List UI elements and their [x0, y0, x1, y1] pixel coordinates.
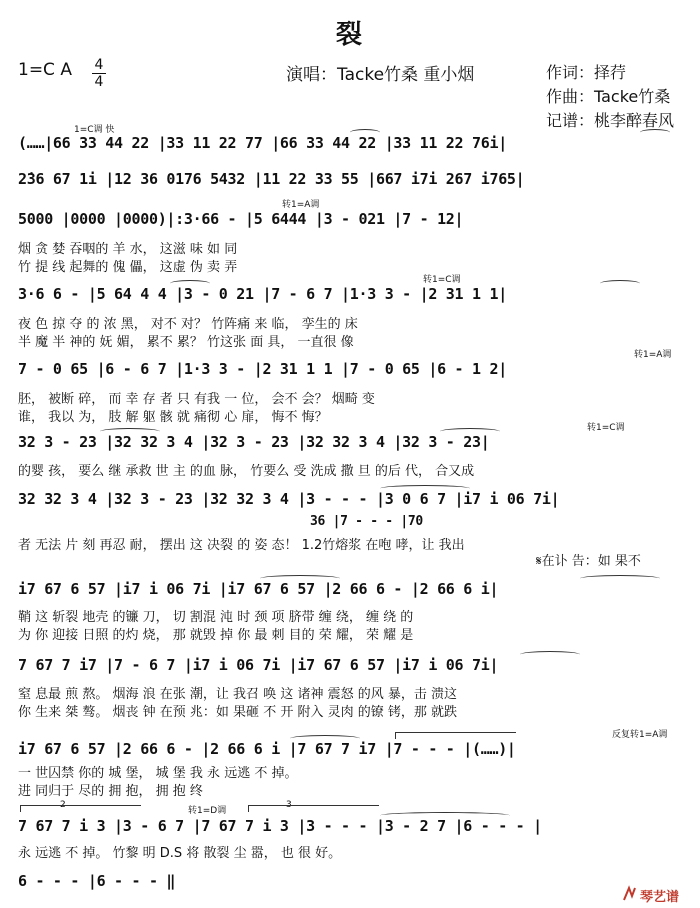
lyric-line: 竹 提 线 起舞的 傀 儡， 这虚 伪 卖 弄: [18, 260, 238, 275]
transcriber-credit: 记谱：桃李醉春风: [546, 111, 675, 130]
lyric-line: 胚， 被断 碎， 而 幸 存 者 只 有我 一 位， 会不 会？ 烟畸 变: [18, 392, 375, 407]
song-title: 裂: [335, 20, 364, 50]
lyric-line: 夜 色 掠 夺 的 浓 黑， 对不 对？ 竹阵痛 来 临， 孪生的 床: [18, 317, 358, 332]
lyric-line: 者 无法 片 刻 再忍 耐， 摆出 这 决裂 的 姿 态！ 1.2竹熔浆 在咆 哮，让 我出: [18, 538, 465, 553]
notation-row: 6 - - - |6 - - - ‖: [18, 872, 176, 890]
ending-bracket: [395, 732, 516, 739]
time-signature-top: 4: [94, 57, 104, 73]
slur-mark: [290, 735, 360, 742]
lyric-line: 的婴 孩， 要么 继 承救 世 主 的血 脉， 竹要么 受 洗成 撒 旦 的后 代， 合又成: [18, 464, 475, 479]
notation-row: 5000 |0000 |0000)|:3·66 - |5 6444 |3 - 021 |7 - 12|: [18, 210, 464, 228]
lyricist-credit: 作词：择荇: [546, 63, 627, 82]
notation-row: i7 67 6 57 |2 66 6 - |2 66 6 i |7 67 7 i7 |7 - - - |(……)|: [18, 740, 516, 758]
lyric-line: 窒 息最 煎 熬。 烟海 浪 在张 潮，让 我召 唤 这 诸神 震怒 的风 暴，击 溃这: [18, 687, 457, 702]
slur-mark: [350, 129, 380, 136]
row-label: 转1=D调: [188, 806, 227, 816]
slur-mark: [380, 812, 510, 819]
lyric-line: 烟 贪 婪 吞咽的 羊 水， 这滋 味 如 同: [18, 242, 238, 257]
row-label: 反复转1=A调: [612, 730, 668, 740]
row-label: 转1=C调: [587, 423, 625, 433]
lyric-line: 进 同归于 尽的 拥 抱， 拥 抱 终: [18, 784, 203, 799]
notation-row: i7 67 6 57 |i7 i 06 7i |i7 67 6 57 |2 66 6 - |2 66 6 i|: [18, 580, 499, 598]
key-signature: 1=C A: [18, 60, 72, 80]
ending-number: 3: [286, 800, 292, 810]
slur-mark: [640, 129, 670, 136]
time-signature-bottom: 4: [94, 74, 104, 90]
row-label: 转1=A调: [282, 200, 320, 210]
brand-name: 琴艺谱: [640, 890, 680, 905]
composer-credit: 作曲：Tacke竹桑: [546, 87, 671, 106]
row-label: 1=C调 快: [74, 125, 115, 135]
notation-row: 2̇36 67 1i |12 36 0176 5432 |11 22 33 55 |667 i7i 267 i765|: [18, 170, 525, 188]
slur-mark: [580, 575, 660, 582]
notation-row: (……|66 33 44 22 |33 11 22 77 |66 33 44 22 |33 11 22 76i|: [18, 134, 507, 152]
lyric-line: 鞘 这 斩裂 地壳 的镰 刀， 切 割混 沌 时 颈 项 脐带 缠 绕， 缠 绕 的: [18, 610, 414, 625]
ending-number: 2: [60, 800, 66, 810]
notation-row: 7 - 0 65 |6 - 6 7 |1·3 3 - |2 31 1 1 |7 - 0 65 |6 - 1 2|: [18, 360, 507, 378]
lyric-line: 永 远逃 不 掉。 竹黎 明 D.S 将 散裂 尘 嚣， 也 很 好。: [18, 846, 342, 861]
lyric-line: 半 魔 半 神的 妩 媚， 累不 累？ 竹这张 面 具， 一直很 像: [18, 335, 354, 350]
singer-credit: 演唱：Tacke竹桑 重小烟: [286, 65, 475, 85]
notation-row: 32 3 - 23 |32 32 3 4 |32 3 - 23 |32 32 3 4 |32 3 - 23|: [18, 433, 490, 451]
time-signature: [92, 58, 106, 89]
lyric-line: 你 生来 桀 骜。 烟丧 钟 在预 兆：如 果砸 不 开 附入 灵肉 的镣 铐，那 就跌: [18, 705, 457, 720]
slur-mark: [100, 428, 160, 435]
slur-mark: [520, 651, 580, 658]
slur-mark: [440, 428, 500, 435]
lyric-line: 一 世囚禁 你的 城 堡， 城 堡 我 永 远逃 不 掉。: [18, 766, 298, 781]
slur-mark: [260, 575, 340, 582]
lyric-line: 谁， 我以 为， 肢 解 躯 骸 就 痛彻 心 扉， 悔不 悔？: [18, 410, 328, 425]
notation-row: 3·6 6 - |5 64 4 4 |3 - 0 21 |7 - 6 7 |1·3 3 - |2 31 1 1|: [18, 285, 507, 303]
notation-subrow: 36 |7 - - - |70: [310, 514, 423, 529]
slur-mark: [170, 280, 210, 287]
row-label: 转1=C调: [423, 275, 461, 285]
ending-bracket: [248, 805, 379, 812]
slur-mark: [380, 485, 470, 492]
lyric-line: 为 你 迎接 日照 的灼 烧， 那 就毁 掉 你 最 刺 目的 荣 耀， 荣 耀 是: [18, 628, 414, 643]
notation-row: 32 32 3 4 |32 3 - 23 |32 32 3 4 |3 - - - |3 0 6 7 |i7 i 06 7i|: [18, 490, 560, 508]
notation-row: 7 67 7 i7 |7 - 6 7 |i7 i 06 7i |i7 67 6 57 |i7 i 06 7i|: [18, 656, 499, 674]
ending-bracket: [20, 805, 141, 812]
slur-mark: [600, 280, 640, 287]
notation-row: 7 67 7 i 3 |3 - 6 7 |7 67 7 i 3 |3 - - - |3 - 2 7 |6 - - - |: [18, 817, 542, 835]
row-label: 转1=A调: [634, 350, 672, 360]
segno-lyric: 𝄋在讣 告：如 果不: [536, 554, 641, 569]
